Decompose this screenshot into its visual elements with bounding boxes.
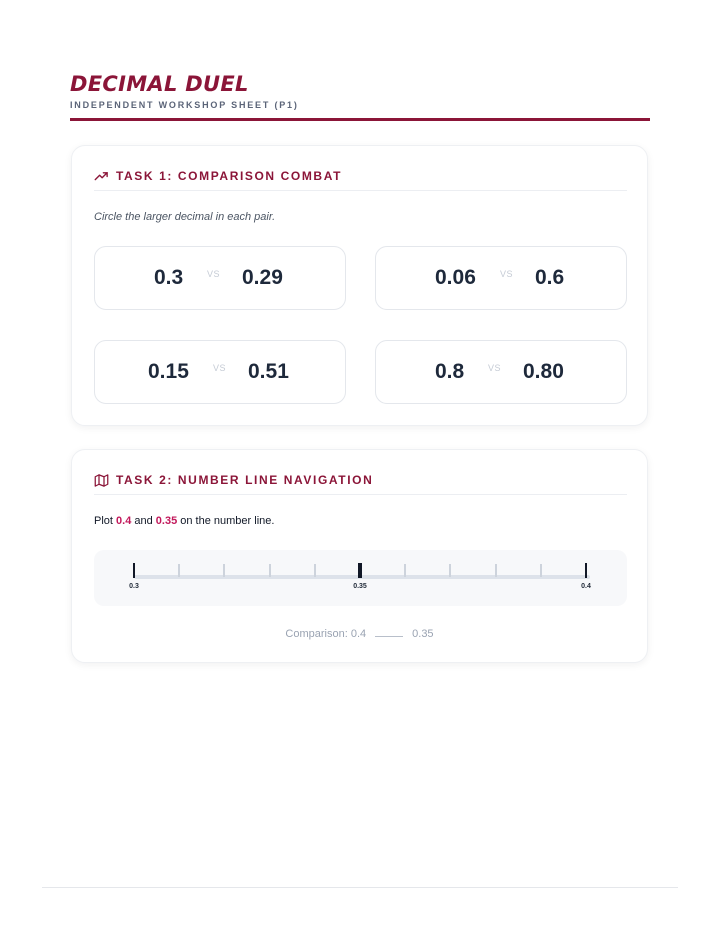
vs-label: VS bbox=[500, 269, 514, 279]
comparison-pair-2[interactable] bbox=[375, 246, 627, 310]
worksheet-title: DECIMAL DUEL bbox=[70, 72, 249, 96]
instruction-text: and bbox=[131, 515, 156, 527]
minor-tick bbox=[178, 564, 180, 577]
tick-label: 0.3 bbox=[129, 583, 139, 590]
comparison-suffix: 0.35 bbox=[412, 628, 434, 640]
minor-tick bbox=[314, 564, 316, 577]
major-tick bbox=[133, 563, 135, 578]
task-2-card bbox=[71, 449, 648, 663]
instruction-text: on the number line. bbox=[177, 515, 275, 527]
number-line-area[interactable] bbox=[94, 550, 627, 606]
task-2-header bbox=[94, 472, 627, 495]
minor-tick bbox=[449, 564, 451, 577]
header-divider bbox=[70, 118, 650, 121]
number-line-track[interactable] bbox=[134, 575, 590, 579]
pair-1-left-value[interactable]: 0.3 bbox=[154, 266, 184, 289]
vs-label: VS bbox=[213, 363, 227, 373]
worksheet-subtitle: INDEPENDENT WORKSHOP SHEET (P1) bbox=[70, 100, 299, 110]
tick-label: 0.35 bbox=[353, 583, 367, 590]
footer-divider bbox=[42, 887, 678, 888]
pair-3-left-value[interactable]: 0.15 bbox=[148, 360, 189, 383]
task-2-title: TASK 2: NUMBER LINE NAVIGATION bbox=[116, 473, 374, 487]
highlight-value-a: 0.4 bbox=[116, 515, 132, 527]
minor-tick bbox=[495, 564, 497, 577]
comparison-pair-1[interactable] bbox=[94, 246, 346, 310]
comparison-prefix: Comparison: 0.4 bbox=[285, 628, 367, 640]
task-1-header bbox=[94, 168, 627, 191]
vs-label: VS bbox=[207, 269, 221, 279]
trending-up-icon bbox=[94, 169, 109, 184]
tick-label: 0.4 bbox=[581, 583, 591, 590]
minor-tick bbox=[223, 564, 225, 577]
major-tick bbox=[585, 563, 587, 578]
major-tick bbox=[358, 563, 362, 578]
task-2-instruction bbox=[94, 515, 274, 527]
comparison-pair-3[interactable] bbox=[94, 340, 346, 404]
task-1-title: TASK 1: COMPARISON COMBAT bbox=[116, 169, 342, 183]
vs-label: VS bbox=[488, 363, 502, 373]
pair-4-right-value[interactable]: 0.80 bbox=[523, 360, 564, 383]
minor-tick bbox=[404, 564, 406, 577]
pair-2-right-value[interactable]: 0.6 bbox=[535, 266, 565, 289]
highlight-value-b: 0.35 bbox=[155, 515, 178, 527]
minor-tick bbox=[269, 564, 271, 577]
pair-2-left-value[interactable]: 0.06 bbox=[435, 266, 476, 289]
map-icon bbox=[94, 473, 109, 488]
comparison-line bbox=[72, 628, 647, 640]
pair-4-left-value[interactable]: 0.8 bbox=[435, 360, 465, 383]
comparison-pair-4[interactable] bbox=[375, 340, 627, 404]
instruction-text: Plot bbox=[94, 515, 117, 527]
task-1-card bbox=[71, 145, 648, 426]
task-1-instruction: Circle the larger decimal in each pair. bbox=[94, 211, 276, 223]
pair-1-right-value[interactable]: 0.29 bbox=[242, 266, 283, 289]
comparison-blank[interactable] bbox=[375, 636, 403, 637]
pair-3-right-value[interactable]: 0.51 bbox=[248, 360, 289, 383]
worksheet-header bbox=[70, 70, 650, 110]
minor-tick bbox=[540, 564, 542, 577]
